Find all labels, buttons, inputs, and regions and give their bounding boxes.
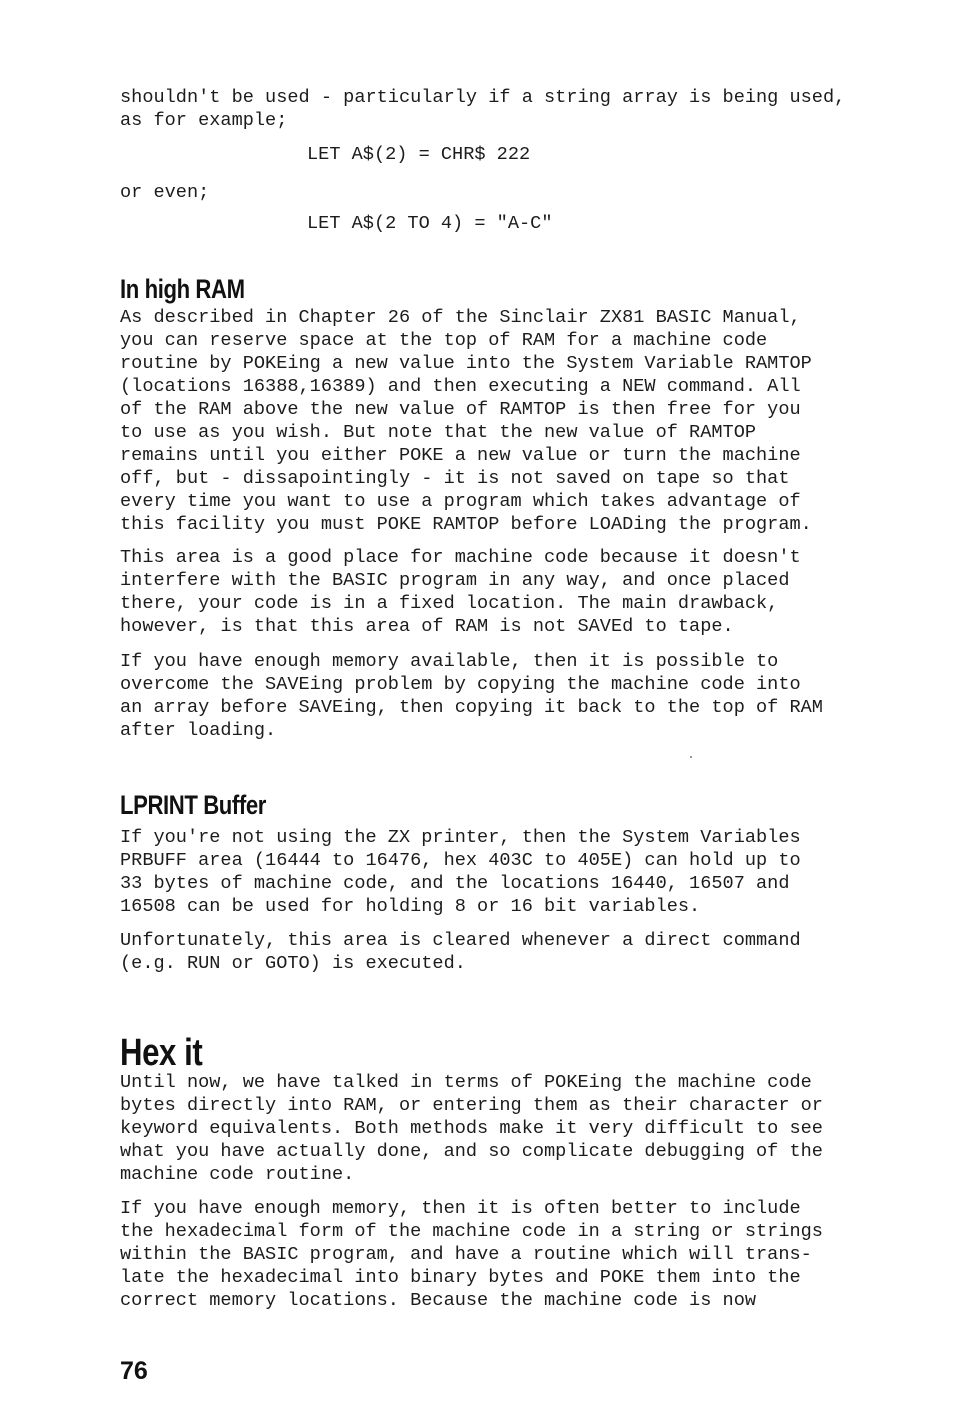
high-ram-paragraph-3: If you have enough memory available, then it is possible to overcome the SAVEing problem by copying the machine code into an array before SAVEing, then copying it back to the top of RAM after loading. <box>120 651 823 741</box>
high-ram-paragraph-2: This area is a good place for machine code because it doesn't interfere with the BASIC program in any way, and once placed there, your code is in a fixed location. The main drawback, however, is that this area of RAM is not SAVEd to tape. <box>120 547 801 637</box>
high-ram-paragraph-1: As described in Chapter 26 of the Sinclair ZX81 BASIC Manual, you can reserve space at the top of RAM for a machine code routine by POKEing a new value into the System Variable RAMTOP (locations 16388,16389) and then executing a NEW command. All of the RAM above the new value of RAMTOP is then free for you to use as you wish. But note that the new value of RAMTOP remains until you either POKE a new value or turn the machine off, but - dissapointingly - it is not saved on tape so that every time you want to use a program which takes advantage of this facility you must POKE RAMTOP before LOADing the program. <box>120 307 812 535</box>
lprint-paragraph-2: Unfortunately, this area is cleared whenever a direct command (e.g. RUN or GOTO) is executed. <box>120 930 801 974</box>
intro-paragraph: shouldn't be used - particularly if a string array is being used, as for example; <box>120 87 846 131</box>
heading-hex-it: Hex it <box>120 1032 203 1074</box>
hex-it-paragraph-2: If you have enough memory, then it is often better to include the hexadecimal form of the machine code in a string or strings within the BASIC program, and have a routine which will trans- late the hexadecimal into binary bytes and POKE them into the correct memory locations. Because the machine code is now <box>120 1198 823 1311</box>
heading-in-high-ram: In high RAM <box>120 274 245 304</box>
lprint-paragraph-1: If you're not using the ZX printer, then the System Variables PRBUFF area (16444 to 16476, hex 403C to 405E) can hold up to 33 bytes of machine code, and the locations 16440, 16507 and 16508 can be used for holding 8 or 16 bit variables. <box>120 827 801 917</box>
intro-or-even: or even; <box>120 182 210 203</box>
page-number: 76 <box>120 1357 148 1385</box>
heading-lprint-buffer: LPRINT Buffer <box>120 790 266 820</box>
print-speck <box>690 756 692 758</box>
code-example-chr: LET A$(2) = CHR$ 222 <box>307 144 531 165</box>
code-example-range: LET A$(2 TO 4) = "A-C" <box>307 213 553 234</box>
hex-it-paragraph-1: Until now, we have talked in terms of POKEing the machine code bytes directly into RAM, or entering them as their character or keyword equivalents. Both methods make it very difficult to see what you have actually done, and so complicate debugging of the machine code routine. <box>120 1072 823 1185</box>
